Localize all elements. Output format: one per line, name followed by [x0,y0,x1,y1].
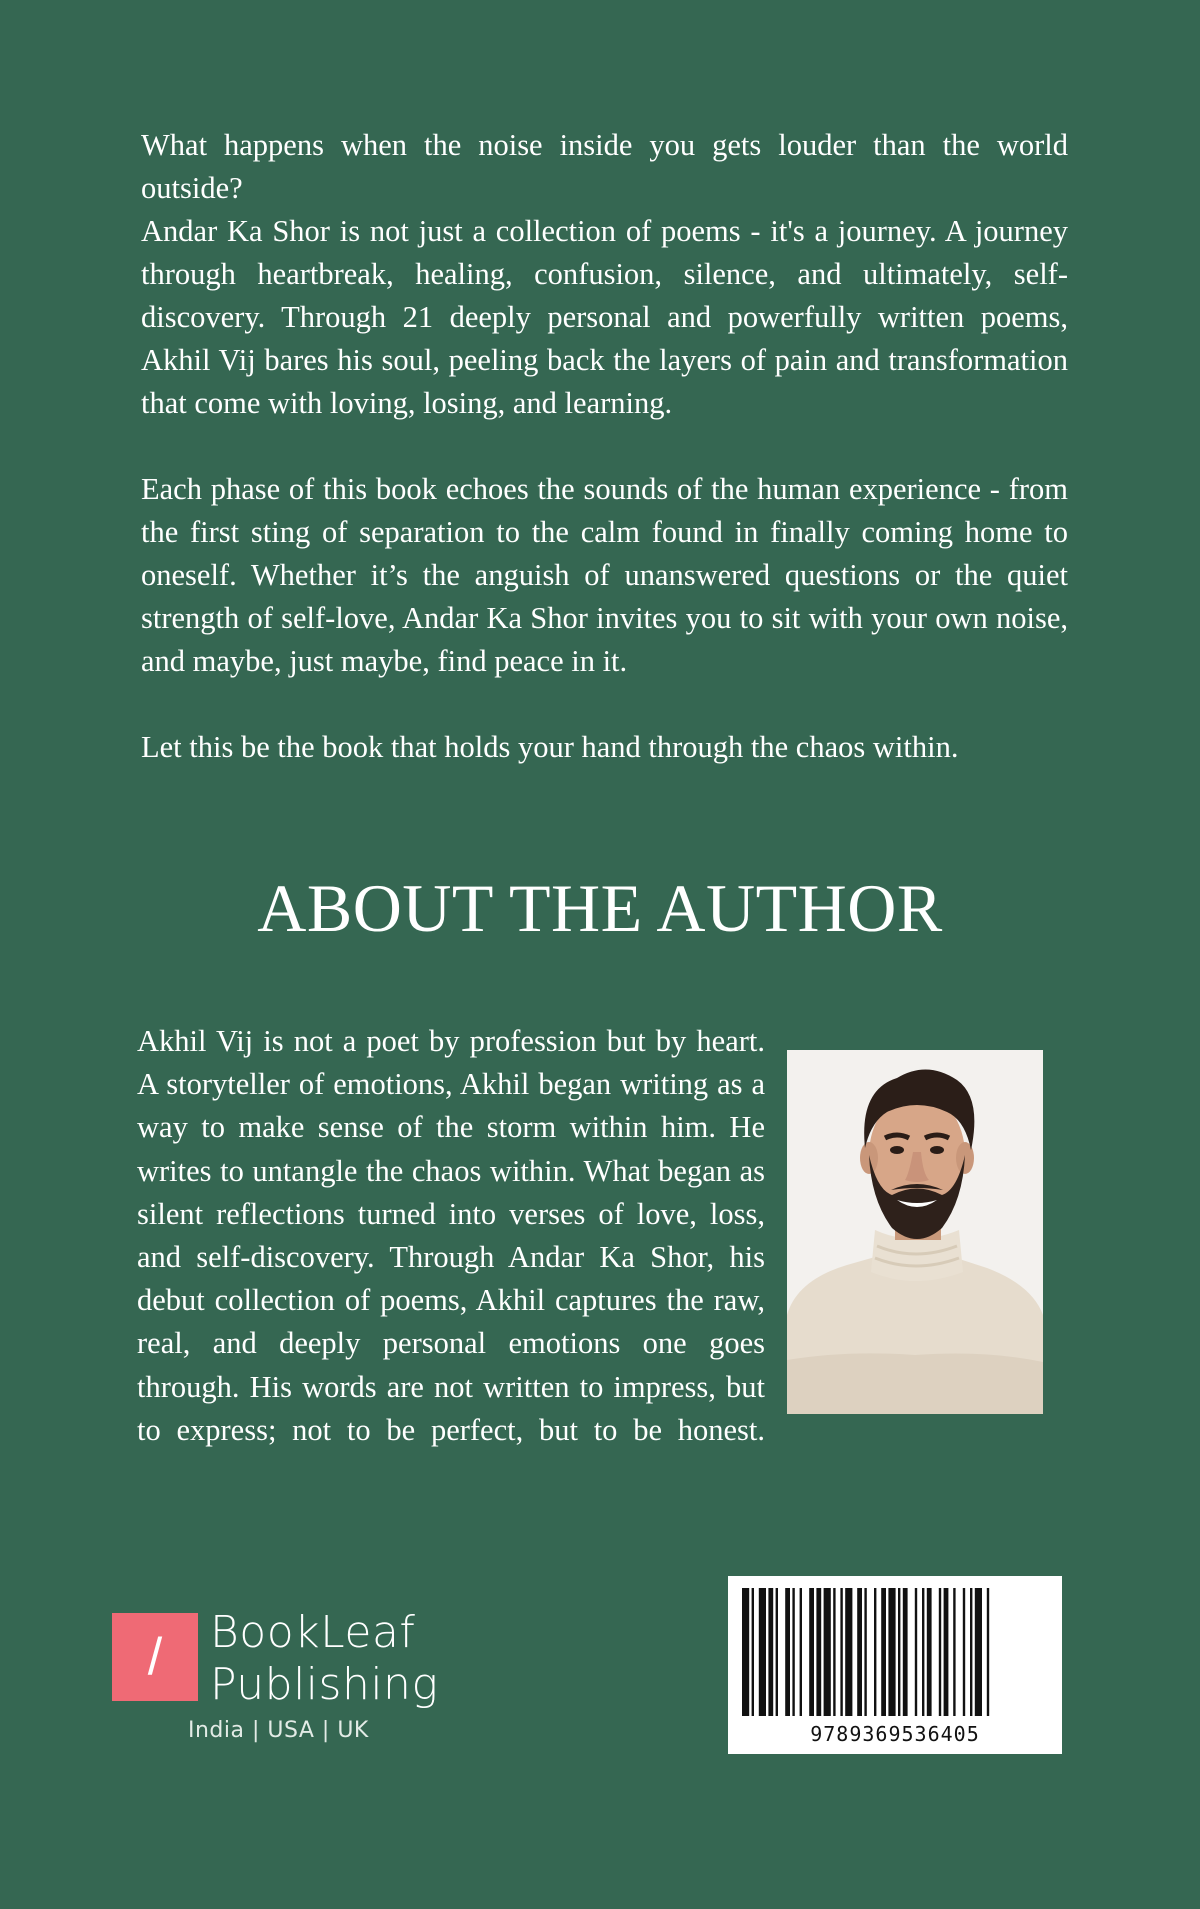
barcode-bar [888,1588,895,1716]
publisher-logo-mark: / [112,1613,198,1701]
barcode-bars [728,1576,1062,1722]
barcode-bar [922,1588,924,1716]
barcode-bar [915,1588,917,1716]
barcode-bar [792,1588,794,1716]
author-portrait-illustration [787,1050,1043,1414]
barcode-bar [953,1588,955,1716]
publisher-regions: India | USA | UK [188,1718,369,1743]
barcode-bar [816,1588,821,1716]
barcode-bar [809,1588,814,1716]
book-blurb [141,124,1068,769]
barcode-bar [857,1588,862,1716]
barcode-bar [975,1588,982,1716]
barcode-bar [768,1588,773,1716]
publisher-name-line-1: BookLeaf [210,1607,416,1658]
publisher-name [210,1607,438,1711]
barcode-bar [840,1588,842,1716]
barcode-bar [927,1588,932,1716]
barcode-bar [824,1588,831,1716]
barcode-bar [785,1588,790,1716]
barcode-bar [752,1588,754,1716]
isbn-barcode [728,1576,1062,1754]
blurb-paragraph-2: Each phase of this book echoes the sounds of the human experience - from the first sting of separation to the calm found in finally coming home to oneself. Whether it’s the anguish of unanswered questions or the quiet strength of self-love, Andar Ka Shor invites you to sit with your own noise, and maybe, just maybe, find peace in it. [141,472,1068,678]
isbn-number: 9789369536405 [810,1722,980,1746]
barcode-bar [845,1588,852,1716]
publisher-name-line-2: Publishing [210,1659,439,1710]
barcode-bar [898,1588,900,1716]
blurb-opening-question: What happens when the noise inside you gets louder than the world outside? [141,128,1068,205]
barcode-bar [881,1588,886,1716]
barcode-bar [864,1588,866,1716]
barcode-bar [833,1588,835,1716]
barcode-bar [800,1588,802,1716]
blurb-paragraph-1: Andar Ka Shor is not just a collection of poems - it's a journey. A journey through heartbreak, healing, confusion, silence, and ultimately, self-discovery. Through 21 deeply personal and powerfully written poems, Akhil Vij bares his soul, peeling back the layers of pain and transformation that come with loving, losing, and learning. [141,214,1068,420]
author-photo [787,1050,1043,1414]
barcode-bar [742,1588,749,1716]
author-bio: Akhil Vij is not a poet by profession but by heart. A storyteller of emotions, Akhil began writing as a way to make sense of the storm within him. He writes to untangle the chaos within. What began as silent reflections turned into verses of love, loss, and self-discovery. Through Andar Ka Shor, his debut collection of poems, Akhil captures the raw, real, and deeply personal emotions one goes through. His words are not written to impress, but to express; not to be perfect, but to be honest. [137,1024,765,1447]
blurb-paragraph-3: Let this be the book that holds your hand through the chaos within. [141,730,959,764]
barcode-bar [944,1588,949,1716]
barcode-bar [963,1588,965,1716]
barcode-bar [939,1588,941,1716]
about-author-heading: ABOUT THE AUTHOR [257,870,943,946]
barcode-bar [903,1588,908,1716]
barcode-bar [759,1588,766,1716]
barcode-bar [987,1588,989,1716]
barcode-bar [970,1588,972,1716]
barcode-bar [874,1588,876,1716]
barcode-bar [776,1588,778,1716]
publisher-logo [112,1607,439,1753]
